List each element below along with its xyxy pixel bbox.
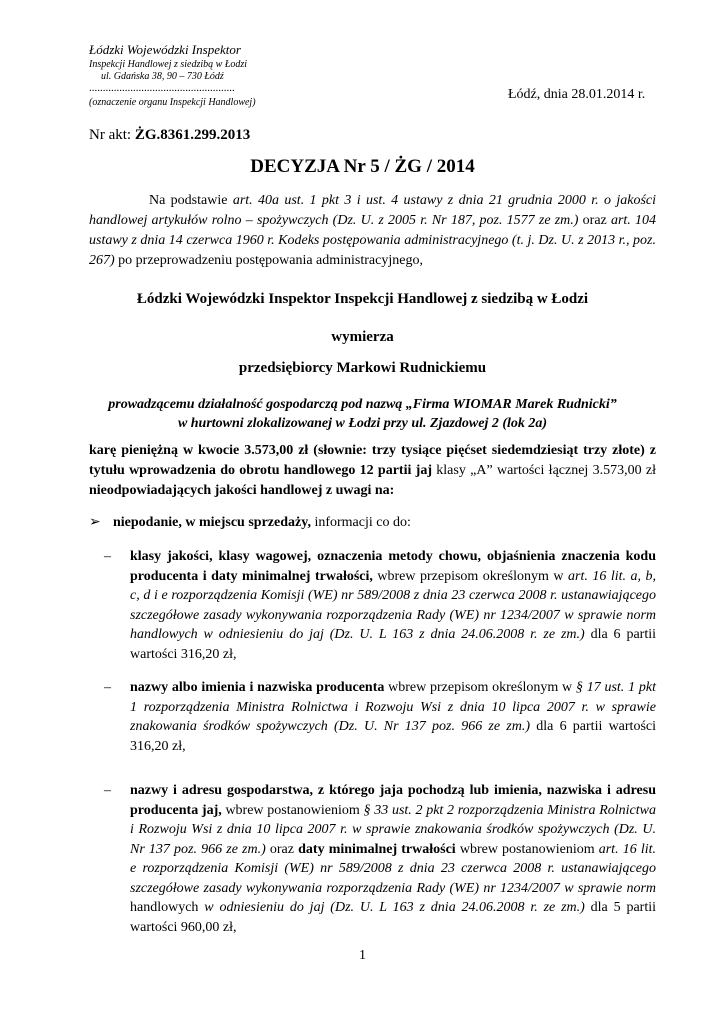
list-item-text <box>130 678 656 756</box>
item-law: w odniesieniu do jaj (Dz. U. L 163 z dnia 24.06.2008 r. ze zm.) <box>204 900 585 915</box>
authority-name: Łódzki Wojewódzki Inspektor Inspekcji Handlowej z siedzibą w Łodzi <box>136 291 589 307</box>
item-text: wbrew przepisom określonym w <box>372 568 568 584</box>
page-number: 1 <box>359 948 366 963</box>
business-line-2: w hurtowni zlokalizowanej w Łodzi przy ul. Zjazdowej 2 (lok 2a) <box>177 416 548 431</box>
intro-text-1: Na podstawie <box>149 193 233 208</box>
list-item <box>104 678 656 756</box>
business-line-1: prowadzącemu działalność gospodarczą pod nazwą „Firma WIOMAR Marek Rudnicki” <box>108 397 617 412</box>
institution-note: (oznaczenie organu Inspekcji Handlowej) <box>89 97 256 108</box>
list-item-text <box>130 781 656 937</box>
intro-law-1: art. 40a ust. 1 pkt 3 i ust. 4 ustawy z dnia 21 grudnia 2000 r. o jakości handlowej artykułów rolno – spożywczych (Dz. U. z 2005 r. Nr 187, poz. 1577 ze zm.) <box>89 193 657 228</box>
institution-subtitle: Inspekcji Handlowej z siedzibą w Łodzi <box>89 59 248 70</box>
item-law: § 17 ust. 1 pkt 1 rozporządzenia Ministra Rolnictwa i Rozwoju Wsi z dnia 10 lipca 2007 r. w sprawie znakowania środków spożywczych (Dz. U. Nr 137 poz. 966 ze zm.) <box>130 680 656 734</box>
bullet-item <box>89 514 411 531</box>
intro-law-2: art. 104 ustawy z dnia 14 czerwca 1960 r. Kodeks postępowania administracyjnego (t. j. Dz. U. z 2013 r., poz. 267) <box>89 213 657 268</box>
penalty-paragraph <box>89 441 656 501</box>
dash-marker: – <box>104 680 111 695</box>
penalty-bold-1: karę pieniężną w kwocie 3.573,00 zł (słownie: trzy tysiące pięćset siedemdziesiąt trzy złote) z tytułu wprowadzenia do obrotu handlowego 12 partii jaj <box>89 443 656 478</box>
case-number <box>89 127 250 144</box>
item-law: art. 16 lit. a, b, c, d i e rozporządzenia Komisji (WE) nr 589/2008 z dnia 23 czerwca 2008 r. ustanawiającego szczegółowe zasady wykonywania rozporządzenia Rady (WE) nr 1234/2007 w sprawie norm handlowych w odniesieniu do jaj (Dz. U. L 163 z dnia 24.06.2008 r. ze zm.) <box>130 568 656 642</box>
imposes-label: wymierza <box>331 329 394 345</box>
arrow-bullet-icon: ➢ <box>89 515 101 530</box>
item-text: oraz <box>265 841 299 857</box>
item-text: wbrew postanowieniom <box>221 802 364 818</box>
penalty-bold-2: nieodpowiadających jakości handlowej z uwagi na: <box>89 483 395 498</box>
item-text: dla 6 partii wartości 316,20 zł, <box>130 627 656 662</box>
institution-name: Łódzki Wojewódzki Inspektor <box>89 42 241 57</box>
item-bold: klasy jakości, klasy wagowej, oznaczenia metody chowu, objaśnienia znaczenia kodu producenta i daty minimalnej trwałości, <box>130 549 656 584</box>
penalty-text: klasy „A” wartości łącznej 3.573,00 zł <box>432 463 656 478</box>
case-number-value: ŻG.8361.299.2013 <box>134 127 251 143</box>
recipient-name: przedsiębiorcy Markowi Rudnickiemu <box>238 360 487 376</box>
item-law: art. 16 lit. e rozporządzenia Komisji (WE) nr 589/2008 z dnia 23 czerwca 2008 r. ustanawiającego szczegółowe zasady wykonywania rozporządzenia Rady (WE) nr 1234/2007 w sprawie norm <box>130 841 656 896</box>
dash-marker: – <box>104 549 111 564</box>
bullet-bold: niepodanie, w miejscu sprzedaży, <box>113 515 311 530</box>
intro-text-3: po przeprowadzeniu postępowania administracyjnego, <box>114 253 423 268</box>
item-text: dla 5 partii wartości 960,00 zł, <box>130 900 656 935</box>
document-date: Łódź, dnia 28.01.2014 r. <box>508 87 646 102</box>
item-text: wbrew postanowieniom <box>455 841 599 857</box>
list-item <box>104 547 656 664</box>
list-item <box>104 781 656 937</box>
item-bold: daty minimalnej trwałości <box>298 841 456 857</box>
bullet-text: informacji co do: <box>310 515 411 530</box>
item-bold: nazwy albo imienia i nazwiska producenta <box>130 680 385 695</box>
item-bold: nazwy i adresu gospodarstwa, z którego jaja pochodzą lub imienia, nazwiska i adresu producenta jaj, <box>130 783 656 818</box>
case-number-label: Nr akt: <box>89 127 135 143</box>
dash-marker: – <box>104 783 111 798</box>
intro-text-2: oraz <box>578 213 611 228</box>
dotted-line: ..................................................... <box>89 82 235 94</box>
item-text: dla 6 partii wartości 316,20 zł, <box>130 719 656 754</box>
item-law: § 33 ust. 2 pkt 2 rozporządzenia Ministra Rolnictwa i Rozwoju Wsi z dnia 10 lipca 2007 r. w sprawie znakowania środków spożywczych (Dz. U. Nr 137 poz. 966 ze zm.) <box>130 802 656 857</box>
item-text: wbrew przepisom określonym w <box>384 680 576 695</box>
item-text: handlowych <box>130 900 205 915</box>
decision-title: DECYZJA Nr 5 / ŻG / 2014 <box>250 156 475 177</box>
legal-basis-paragraph <box>89 191 656 271</box>
institution-address: ul. Gdańska 38, 90 – 730 Łódź <box>101 71 224 82</box>
list-item-text <box>130 547 656 664</box>
